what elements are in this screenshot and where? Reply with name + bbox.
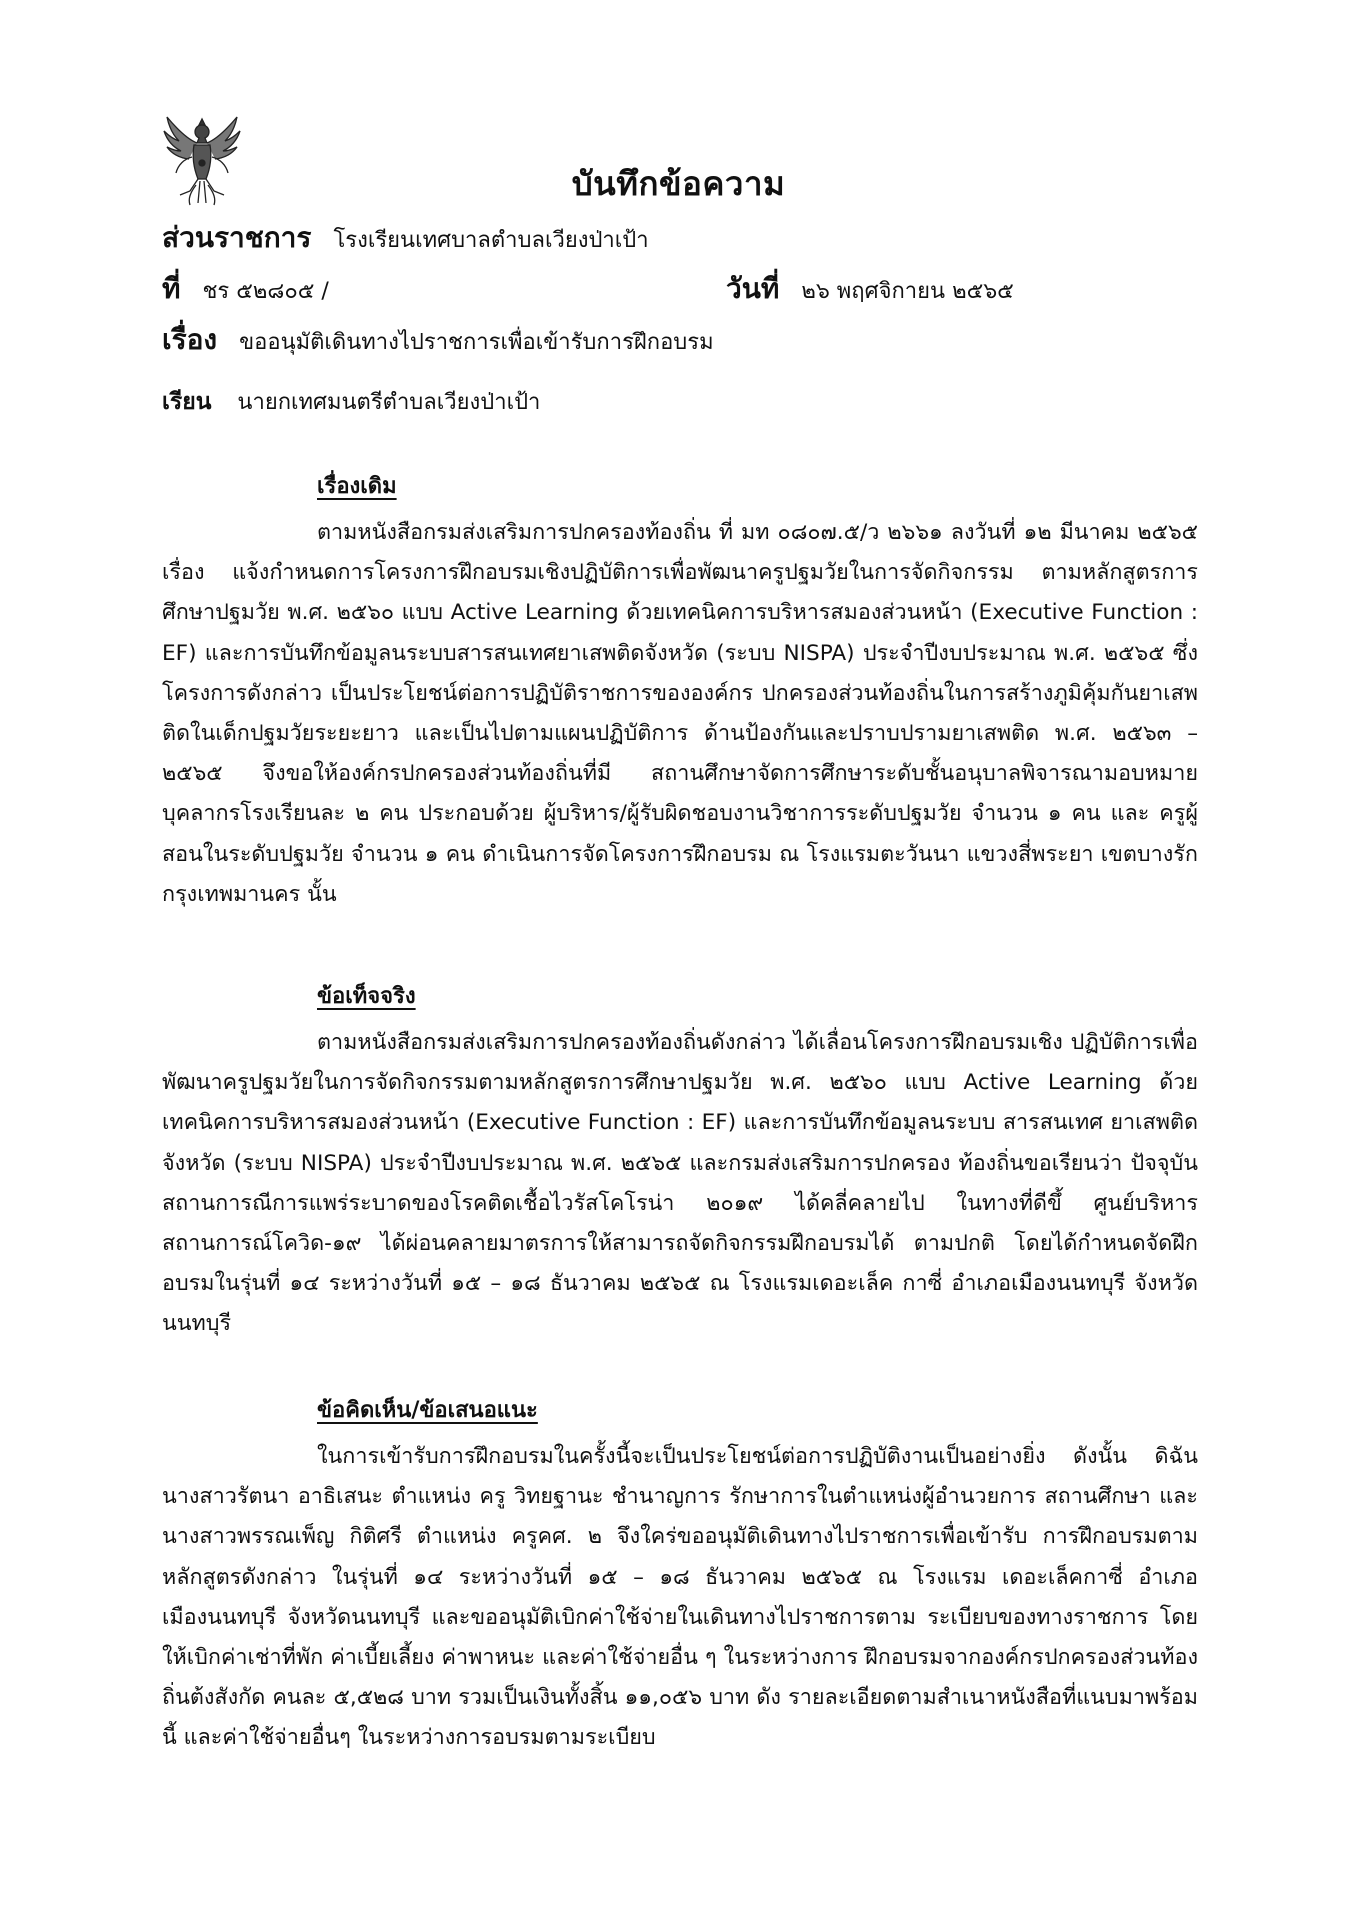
section-background [162,468,1198,915]
agency-row [162,216,649,260]
section-facts [162,978,1198,1345]
memo-title: บันทึกข้อความ [571,164,786,203]
agency-value: โรงเรียนเทศบาลตำบลเวียงป่าเป้า [333,228,649,253]
recipient-row [162,384,540,420]
section-heading-recommendations: ข้อคิดเห็น/ข้อเสนอแนะ [317,1398,538,1423]
recipient-label: เรียน [162,389,212,415]
reference-label: ที่ [162,272,181,305]
reference-value: ชร ๕๒๘๐๕ / [202,279,329,304]
section-body-recommendations: ในการเข้ารับการฝึกอบรมในครั้งนี้จะเป็นประโยชน์ต่อการปฏิบัติงานเป็นอย่างยิ่ง ดังนั้น ดิฉัน นางสาวรัตนา อาธิเสนะ ตำแหน่ง ครู วิทยฐานะ ชำนาญการ รักษาการในตำแหน่งผู้อำนวยการ สถานศึกษา และ นางสาวพรรณเพ็ญ กิติศรี ตำแหน่ง ครูคศ. ๒ จึงใคร่ขออนุมัติเดินทางไปราชการเพื่อเข้ารับ การฝึกอบรมตามหลักสูตรดังกล่าว ในรุ่นที่ ๑๔ ระหว่างวันที่ ๑๕ – ๑๘ ธันวาคม ๒๕๖๕ ณ โรงแรม เดอะเล็คกาซี่ อำเภอเมืองนนทบุรี จังหวัดนนทบุรี และขออนุมัติเบิกค่าใช้จ่ายในเดินทางไปราชการตาม ระเบียบของทางราชการ โดยให้เบิกค่าเช่าที่พัก ค่าเบี้ยเลี้ยง ค่าพาหนะ และค่าใช้จ่ายอื่น ๆ ในระหว่างการ ฝึกอบรมจากองค์กรปกครองส่วนท้องถิ่นต้งสังกัด คนละ ๕,๕๒๘ บาท รวมเป็นเงินทั้งสิ้น ๑๑,๐๕๖ บาท ดัง รายละเอียดตามสำเนาหนังสือที่แนบมาพร้อมนี้ และค่าใช้จ่ายอื่นๆ ในระหว่างการอบรมตามระเบียบ [162,1444,1198,1751]
section-body-background: ตามหนังสือกรมส่งเสริมการปกครองท้องถิ่น ที่ มท ๐๘๐๗.๕/ว ๒๖๖๑ ลงวันที่ ๑๒ มีนาคม ๒๕๖๕ เรื่อง แจ้งกำหนดการโครงการฝึกอบรมเชิงปฏิบัติการเพื่อพัฒนาครูปฐมวัยในการจัดกิจกรรม ตามหลักสูตรการศึกษาปฐมวัย พ.ศ. ๒๕๖๐ แบบ Active Learning ด้วยเทคนิคการบริหารสมองส่วนหน้า (Executive Function : EF) และการบันทึกข้อมูลนระบบสารสนเทศยาเสพติดจังหวัด (ระบบ NISPA) ประจำปีงบประมาณ พ.ศ. ๒๕๖๕ ซึ่งโครงการดังกล่าว เป็นประโยชน์ต่อการปฏิบัติราชการขององค์กร ปกครองส่วนท้องถิ่นในการสร้างภูมิคุ้มกันยาเสพติดในเด็กปฐมวัยระยะยาว และเป็นไปตามแผนปฏิบัติการ ด้านป้องกันและปราบปรามยาเสพติด พ.ศ. ๒๕๖๓ – ๒๕๖๕ จึงขอให้องค์กรปกครองส่วนท้องถิ่นที่มี สถานศึกษาจัดการศึกษาระดับชั้นอนุบาลพิจารณามอบหมายบุคลากรโรงเรียนละ ๒ คน ประกอบด้วย ผู้บริหาร/ผู้รับผิดชอบงานวิชาการระดับปฐมวัย จำนวน ๑ คน และ ครูผู้สอนในระดับปฐมวัย จำนวน ๑ คน ดำเนินการจัดโครงการฝึกอบรม ณ โรงแรมตะวันนา แขวงสี่พระยา เขตบางรัก กรุงเทพมานคร นั้น [162,520,1198,907]
date-row [726,267,1014,311]
section-heading-facts: ข้อเท็จจริง [317,984,416,1009]
date-value: ๒๖ พฤศจิกายน ๒๕๖๕ [801,279,1014,304]
section-body-facts: ตามหนังสือกรมส่งเสริมการปกครองท้องถิ่นดังกล่าว ได้เลื่อนโครงการฝึกอบรมเชิง ปฏิบัติการเพื่อพัฒนาครูปฐมวัยในการจัดกิจกรรมตามหลักสูตรการศึกษาปฐมวัย พ.ศ. ๒๕๖๐ แบบ Active Learning ด้วยเทคนิคการบริหารสมองส่วนหน้า (Executive Function : EF) และการบันทึกข้อมูลนระบบ สารสนเทศ ยาเสพติดจังหวัด (ระบบ NISPA) ประจำปีงบประมาณ พ.ศ. ๒๕๖๕ และกรมส่งเสริมการปกครอง ท้องถิ่นขอเรียนว่า ปัจจุบันสถานการณีการแพร่ระบาดของโรคติดเชื้อไวรัสโคโรน่า ๒๐๑๙ ได้คลี่คลายไป ในทางที่ดีขึ้ ศูนย์บริหารสถานการณ์โควิด-๑๙ ได้ผ่อนคลายมาตรการให้สามารถจัดกิจกรรมฝึกอบรมได้ ตามปกติ โดยได้กำหนดจัดฝึกอบรมในรุ่นที่ ๑๔ ระหว่างวันที่ ๑๕ – ๑๘ ธันวาคม ๒๕๖๕ ณ โรงแรมเดอะเล็ค กาซี่ อำเภอเมืองนนทบุรี จังหวัดนนทบุรี [162,1030,1198,1337]
date-label: วันที่ [726,272,780,305]
section-heading-background: เรื่องเดิม [317,474,397,499]
reference-row [162,267,329,311]
agency-label: ส่วนราชการ [162,221,312,254]
subject-row [162,318,714,362]
subject-value: ขออนุมัติเดินทางไปราชการเพื่อเข้ารับการฝึกอบรม [239,330,714,355]
subject-label: เรื่อง [162,323,218,356]
section-recommendations [162,1392,1198,1759]
recipient-value: นายกเทศมนตรีตำบลเวียงป่าเป้า [237,390,541,415]
